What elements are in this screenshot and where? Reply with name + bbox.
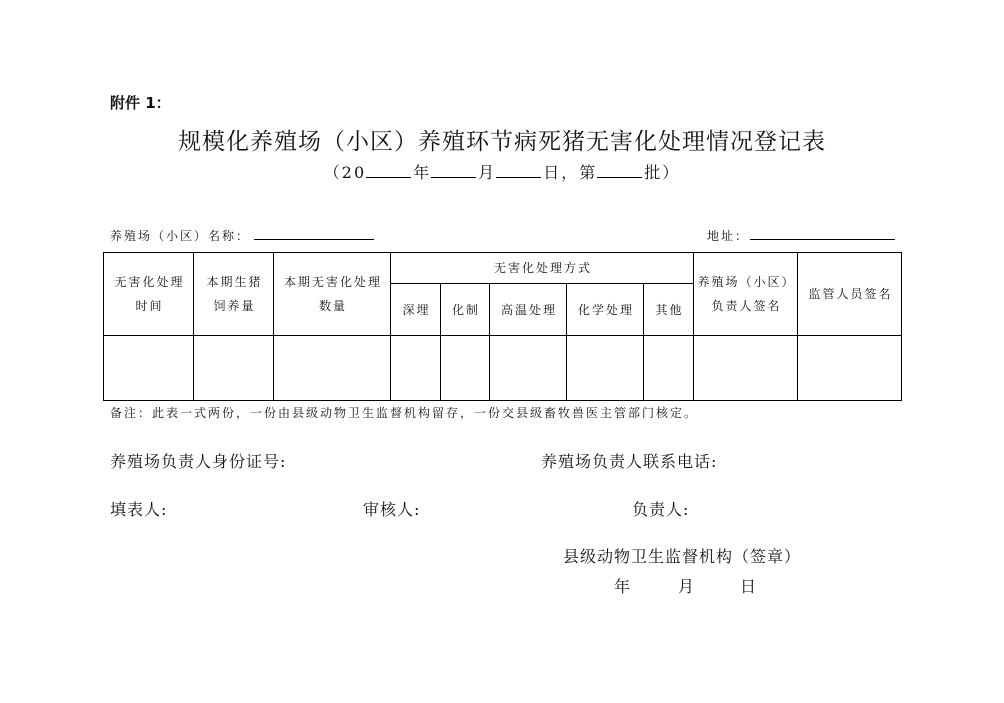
subtitle-open: （20 (323, 163, 367, 182)
header-treatment-time-line-2: 时间 (135, 299, 164, 313)
principal-label: 负责人: (632, 500, 690, 519)
year-blank (366, 162, 411, 178)
header-treatment-method: 无害化处理方式 (391, 253, 694, 284)
cell-treatment-time (104, 336, 194, 401)
attachment-label: 附件 1： (110, 94, 171, 112)
cell-other (644, 336, 694, 401)
date-month-label: 月 (678, 577, 696, 596)
document-subtitle (0, 162, 1004, 184)
farm-name-field (110, 227, 374, 244)
header-treatment-time (104, 253, 194, 336)
batch-blank (597, 162, 642, 178)
header-pig-stock (194, 253, 274, 336)
form-filler-label: 填表人: (110, 500, 168, 519)
cell-deep-burial (391, 336, 441, 401)
month-blank (431, 162, 476, 178)
remark-note: 备注：此表一式两份，一份由县级动物卫生监督机构留存，一份交县级畜牧兽医主管部门核定。 (110, 406, 699, 420)
header-method-other: 其他 (644, 284, 694, 336)
header-pig-stock-line-2: 饲养量 (213, 299, 256, 313)
date-day-label: 日 (740, 577, 758, 596)
header-treatment-count (274, 253, 391, 336)
header-treatment-count-line-2: 数量 (318, 299, 347, 313)
address-label: 地址： (707, 229, 750, 243)
owner-phone-label: 养殖场负责人联系电话: (541, 452, 718, 471)
cell-high-temperature (490, 336, 567, 401)
day-blank (496, 162, 541, 178)
header-row-1 (104, 253, 902, 284)
subtitle-batch-close: 批） (644, 163, 681, 182)
header-treatment-time-line-1: 无害化处理 (114, 275, 185, 289)
date-year-label: 年 (614, 577, 632, 596)
table-row (104, 336, 902, 401)
subtitle-month: 月 (478, 163, 497, 182)
reviewer-label: 审核人: (363, 500, 421, 519)
farm-name-blank (254, 227, 374, 240)
header-method-chemical: 化学处理 (567, 284, 644, 336)
cell-farm-signature (694, 336, 798, 401)
cell-treatment-count (274, 336, 391, 401)
header-treatment-count-line-1: 本期无害化处理 (283, 275, 382, 289)
header-farm-signature-line-2: 负责人签名 (711, 299, 782, 313)
cell-supervisor-signature (798, 336, 902, 401)
subtitle-day-batch: 日，第 (543, 163, 598, 182)
registration-table (103, 252, 902, 401)
address-field (707, 227, 895, 244)
subtitle-year: 年 (413, 163, 432, 182)
header-pig-stock-line-1: 本期生猪 (206, 275, 263, 289)
farm-name-label: 养殖场（小区）名称： (110, 229, 251, 243)
header-method-deep-burial: 深埋 (391, 284, 441, 336)
owner-id-label: 养殖场负责人身份证号: (110, 452, 287, 471)
header-farm-signature-line-1: 养殖场（小区） (697, 275, 796, 289)
address-blank (750, 227, 895, 240)
header-method-rendering: 化制 (441, 284, 490, 336)
header-method-high-temperature: 高温处理 (490, 284, 567, 336)
cell-rendering (441, 336, 490, 401)
document-title: 规模化养殖场（小区）养殖环节病死猪无害化处理情况登记表 (178, 129, 826, 155)
cell-pig-stock (194, 336, 274, 401)
header-farm-signature (694, 253, 798, 336)
header-supervisor-signature: 监管人员签名 (798, 253, 902, 336)
cell-chemical (567, 336, 644, 401)
seal-label: 县级动物卫生监督机构（签章） (563, 547, 802, 566)
